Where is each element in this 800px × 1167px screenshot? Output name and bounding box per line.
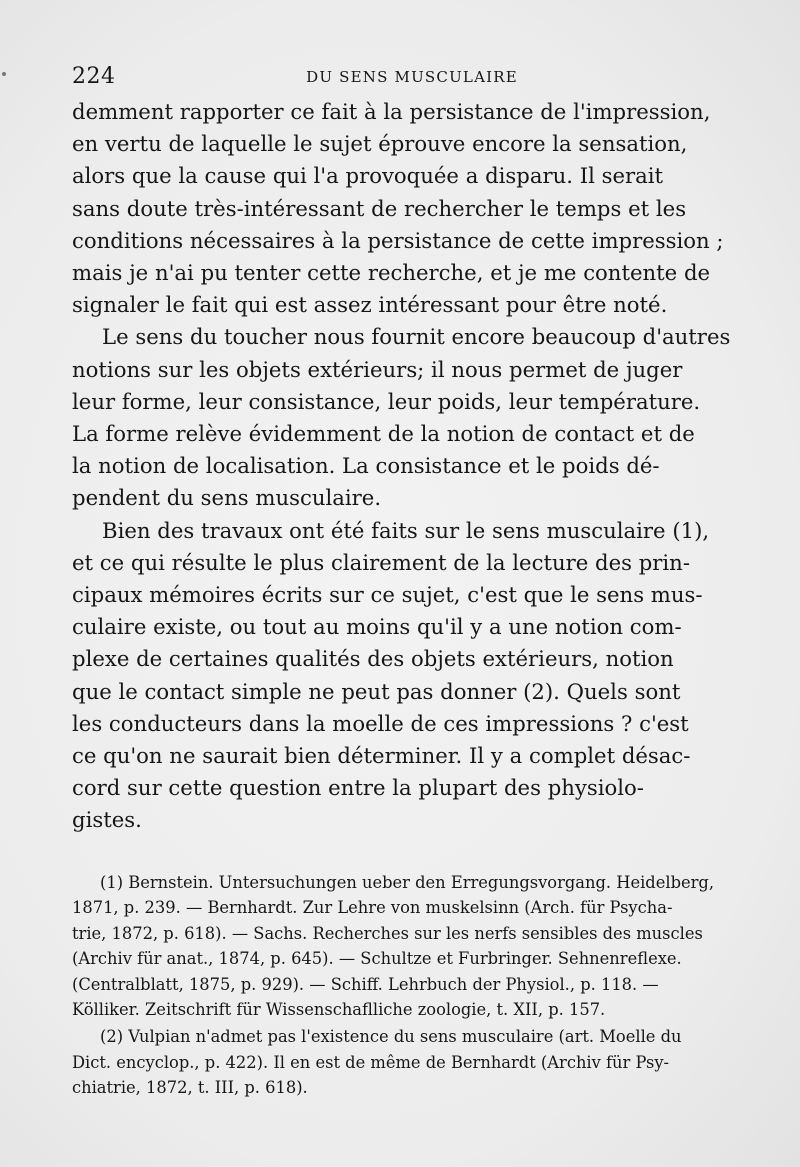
paragraph-muscular-sense: Bien des travaux ont été faits sur le sens musculaire (1), et ce qui résulte le plus clairement de la lecture des prin- cipaux mémoires écrits sur ce sujet, c'est que le sens mus- culaire existe, ou tout au moins qu'il y a une notion com- plexe de certaines qualités des objets extérieurs, notion que le contact simple ne peut pas donner (2). Quels sont les conducteurs dans la moelle de ces impressions ? c'est ce qu'on ne saurait bien déterminer. Il y a complet désac- cord sur cette question entre la plupart des physiolo- gistes. <box>72 517 710 833</box>
page-number: 224 <box>72 64 116 89</box>
main-text <box>72 96 732 837</box>
paragraph-continued: demment rapporter ce fait à la persistance de l'impression, en vertu de laquelle le sujet éprouve encore la sensation, alors que la cause qui l'a provoquée a disparu. Il serait sans doute très-intéressant de rechercher le temps et les conditions nécessaires à la persistance de cette impression ; mais je n'ai pu tenter cette recherche, et je me contente de signaler le fait qui est assez intéressant pour être noté. <box>72 99 724 318</box>
footnote-2: (2) Vulpian n'admet pas l'existence du sens musculaire (art. Moelle du Dict. encyclop., p. 422). Il en est de même de Bernhardt (Archiv für Psy- chiatrie, 1872, t. III, p. 618). <box>72 1027 682 1098</box>
page-edge-speck <box>2 72 6 76</box>
footnotes <box>72 870 740 1101</box>
running-title: DU SENS MUSCULAIRE <box>306 68 518 86</box>
paragraph-touch-sense: Le sens du toucher nous fournit encore beaucoup d'autres notions sur les objets extérieurs; il nous permet de juger leur forme, leur consistance, leur poids, leur température. La forme relève évidemment de la notion de contact et de la notion de localisation. La consistance et le poids dé- pendent du sens musculaire. <box>72 324 731 511</box>
page-header <box>72 64 732 92</box>
footnote-1: (1) Bernstein. Untersuchungen ueber den Erregungsvorgang. Heidelberg, 1871, p. 239. — Bernhardt. Zur Lehre von muskelsinn (Arch. für Psycha- trie, 1872, p. 618). — Sachs. Recherches sur les nerfs sensibles des muscles (Archiv für anat., 1874, p. 645). — Schultze et Furbringer. Sehnenreflexe. (Centralblatt, 1875, p. 929). — Schiff. Lehrbuch der Physiol., p. 118. — Kölliker. Zeitschrift für Wissenschaflliche zoologie, t. XII, p. 157. <box>72 873 715 1020</box>
